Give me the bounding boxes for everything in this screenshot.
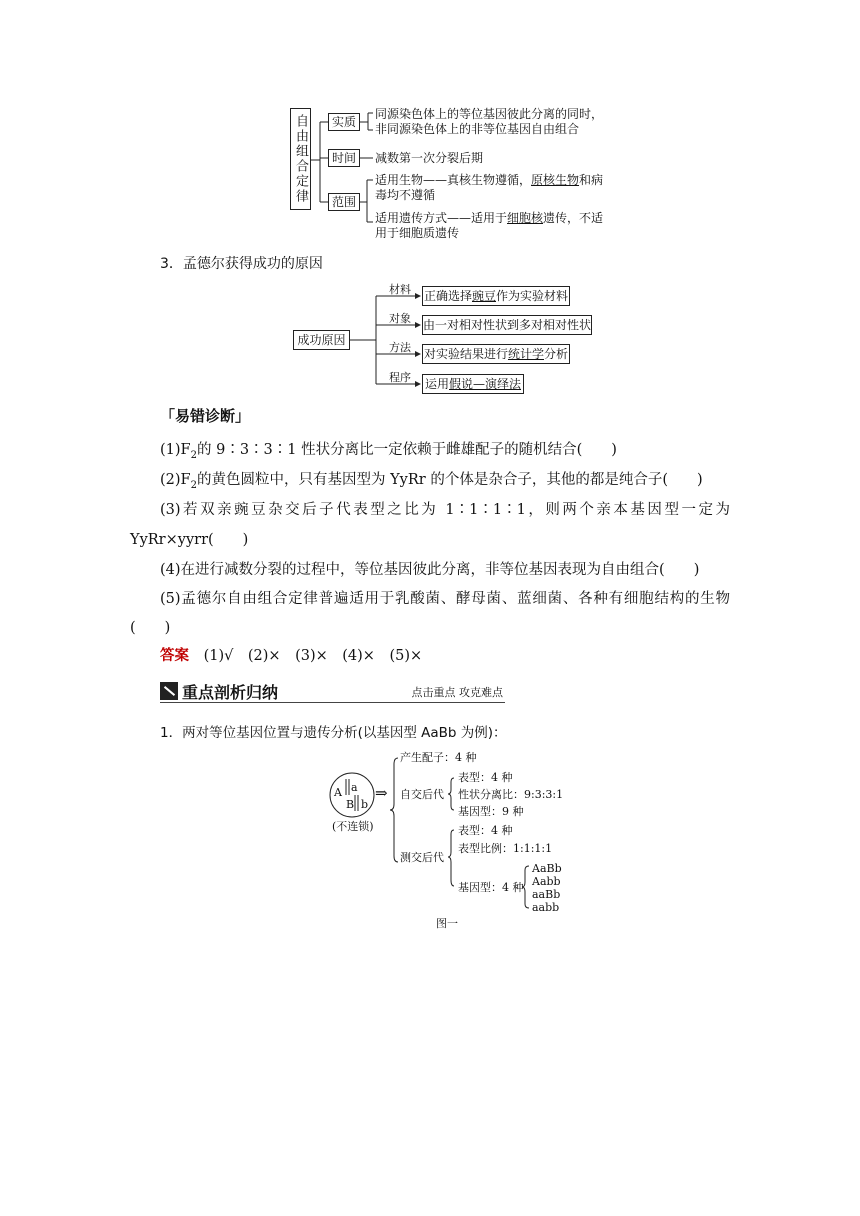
diagnosis-item-5: (5)孟德尔自由组合定律普遍适用于乳酸菌、酵母菌、蓝细菌、各种有细胞结构的生物	[160, 591, 730, 607]
time-text: 减数第一次分裂后期	[375, 151, 484, 165]
allele-A: A	[334, 786, 342, 799]
answer-label: 答案	[160, 647, 189, 664]
diagnosis-item-4: (4)在进行减数分裂的过程中，等位基因彼此分离，非等位基因表现为自由组合( )	[160, 562, 700, 578]
selfing-ratio: 性状分离比：9:3:3:1	[458, 788, 564, 801]
diagnosis-item-3: (3)若双亲豌豆杂交后子代表型之比为 1∶1∶1∶1，则两个亲本基因型一定为	[160, 502, 730, 518]
essence-label: 实质	[331, 114, 356, 129]
branch-text-method: 对实验结果进行统计学分析	[423, 346, 569, 361]
allele-a: a	[351, 781, 358, 794]
key-section-subtitle: 点击重点 攻克难点	[411, 686, 503, 699]
allele-b: b	[361, 798, 369, 811]
key-section-title: 重点剖析归纳	[182, 683, 279, 702]
branch-text-material: 正确选择豌豆作为实验材料	[423, 288, 569, 303]
selfing-genotype: 基因型：9 种	[458, 805, 524, 818]
time-label: 时间	[331, 150, 356, 165]
diagnosis-item-2: $(2)F_2$的黄色圆粒中，只有基因型为 YyRr 的个体是杂合子，其他的都是纯合子( )	[160, 472, 703, 491]
diagnosis-item-3-cont: YyRr×yyrr( )	[130, 532, 249, 548]
allele-B: B	[346, 798, 355, 811]
figure-caption: 图一	[436, 917, 458, 930]
cell-caption: (不连锁)	[332, 820, 374, 833]
branch-text-object: 由一对相对性状到多对相对性状	[423, 317, 592, 332]
success-root-label: 成功原因	[297, 332, 346, 347]
law-root-label: 自由组合定律	[293, 114, 308, 204]
corner-bracket-left: 「	[160, 407, 176, 425]
selfing-label: 自交后代	[400, 788, 444, 801]
genotype-2: Aabb	[532, 875, 561, 888]
genotype-3: aaBb	[532, 888, 561, 901]
scope-inheritance-text: 适用遗传方式——适用于	[375, 211, 508, 225]
scope-organism-underlined: 原核生物	[531, 173, 580, 187]
key-item-1: 1．两对等位基因位置与遗传分析(以基因型 AaBb 为例)：	[160, 725, 507, 741]
selfing-phenotype: 表型：4 种	[458, 771, 513, 784]
essence-line-2: 非同源染色体上的非等位基因自由组合	[375, 122, 580, 136]
branch-label-method: 方法	[389, 341, 411, 354]
branch-label-object: 对象	[389, 312, 411, 325]
scope-inheritance-underlined: 细胞核	[507, 211, 544, 225]
scope-organism-text-2: 和病	[579, 173, 604, 187]
branch-label-procedure: 程序	[389, 371, 411, 384]
branch-text-procedure: 运用假说—演绎法	[424, 376, 522, 391]
testcross-ratio: 表型比例：1:1:1:1	[458, 842, 553, 855]
diagnosis-item-1: $(1)F_2$的 9∶3∶3∶1 性状分离比一定依赖于雌雄配子的随机结合( )	[160, 442, 617, 461]
genotype-4: aabb	[532, 901, 560, 914]
testcross-label: 测交后代	[400, 851, 444, 864]
implies-arrow: ⇒	[375, 784, 388, 802]
scope-inheritance-line-2: 用于细胞质遗传	[375, 226, 460, 240]
corner-bracket-right: 」	[235, 407, 251, 425]
scope-organism-text: 适用生物——真核生物遵循，	[375, 173, 532, 187]
answer-text: (1)√ (2)× (3)× (4)× (5)×	[203, 648, 423, 664]
diagnosis-item-5-cont: ( )	[130, 620, 171, 636]
scope-label: 范围	[331, 194, 356, 209]
testcross-phenotype: 表型：4 种	[458, 824, 513, 837]
scope-inheritance-text-2: 遗传，不适	[543, 211, 604, 225]
branch-label-material: 材料	[389, 283, 411, 296]
testcross-genotype: 基因型：4 种	[458, 881, 524, 894]
scope-organism-line-2: 毒均不遵循	[375, 188, 436, 202]
section3-heading: 3．孟德尔获得成功的原因	[160, 256, 323, 272]
gametes-text: 产生配子：4 种	[400, 751, 477, 764]
essence-line-1: 同源染色体上的等位基因彼此分离的同时，	[375, 107, 604, 121]
genotype-1: AaBb	[532, 862, 562, 875]
diagnosis-title-text: 易错诊断	[175, 407, 236, 425]
